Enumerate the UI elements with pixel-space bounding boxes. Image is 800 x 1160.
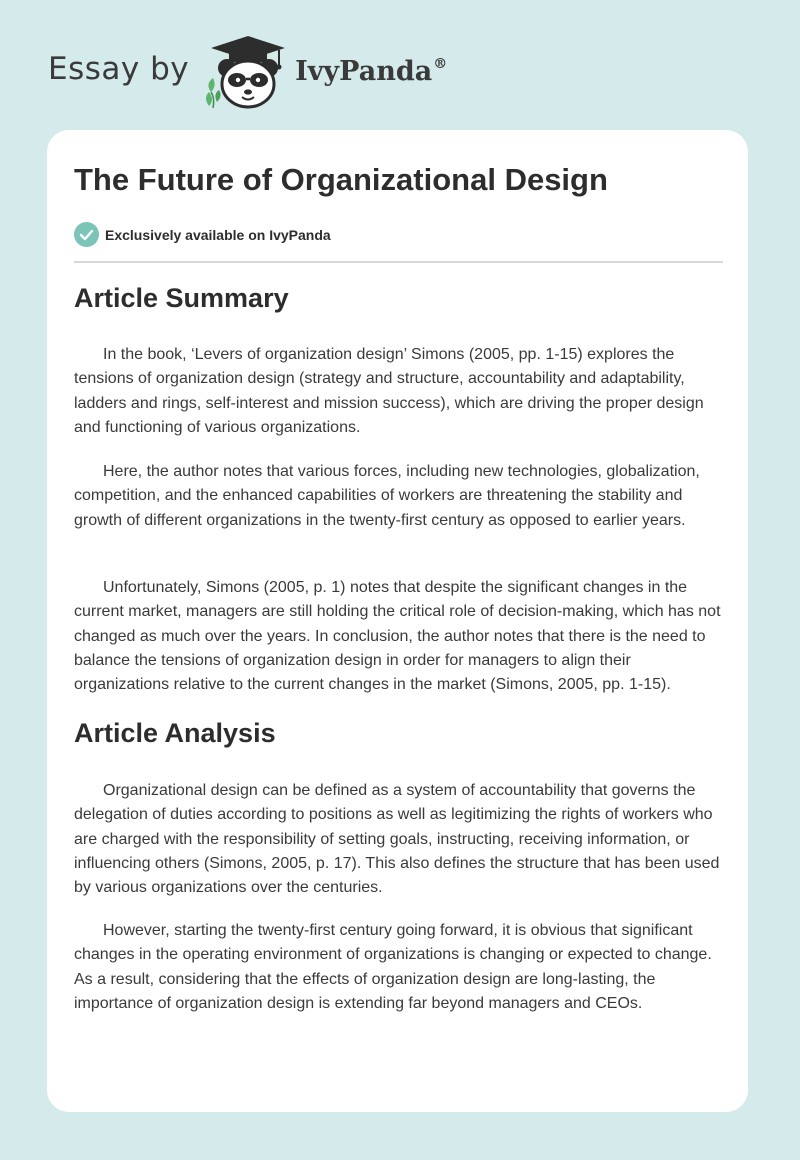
essay-by-label: Essay by bbox=[48, 51, 190, 87]
check-circle-icon bbox=[74, 222, 99, 247]
brand-name bbox=[295, 56, 447, 87]
badge-label: Exclusively available on IvyPanda bbox=[105, 226, 331, 243]
paragraph: Unfortunately, Simons (2005, p. 1) notes that despite the significant changes in the current market, managers are still holding the critical role of decision-making, which has not changed as much over the years. In conclusion, the author notes that there is the need to balance the tensions of organization design in order for managers to align their organizations relative to the current changes in the market (Simons, 2005, pp. 1-15). bbox=[74, 579, 721, 694]
registered-mark: ® bbox=[433, 55, 448, 72]
exclusive-badge bbox=[74, 222, 331, 247]
brand-name-text: IvyPanda bbox=[295, 55, 433, 87]
paragraph: In the book, ‘Levers of organization design’ Simons (2005, pp. 1-15) explores the tensions of organization design (strategy and structure, accountability and adaptability, ladders and rings, self-interest and mission success), which are driving the proper design and functioning of various organizations. bbox=[74, 346, 704, 436]
essay-card bbox=[47, 130, 748, 1112]
panda-graduate-logo-icon bbox=[203, 34, 293, 110]
section-heading-analysis: Article Analysis bbox=[74, 718, 276, 748]
site-header bbox=[48, 34, 447, 110]
paragraph: Here, the author notes that various forces, including new technologies, globalization, competition, and the enhanced capabilities of workers are threatening the stability and growth of different organizations in the twenty-first century as opposed to earlier years. bbox=[74, 463, 700, 529]
ivy-leaf-icon bbox=[206, 78, 221, 108]
section-heading-summary: Article Summary bbox=[74, 283, 289, 313]
paragraph: Organizational design can be defined as a system of accountability that governs the delegation of duties according to positions as well as legitimizing the rights of workers who are charged with the responsibility of setting goals, instructing, receiving information, or influencing others (Simons, 2005, p. 17). This also defines the structure that has been used by various organizations over the centuries. bbox=[74, 782, 720, 897]
paragraph: However, starting the twenty-first century going forward, it is obvious that significant changes in the operating environment of organizations is changing or expected to change. As a result, considering that the effects of organization design are long-lasting, the importance of organization design is extending far beyond managers and CEOs. bbox=[74, 922, 712, 1012]
divider bbox=[74, 261, 723, 263]
page-title: The Future of Organizational Design bbox=[74, 162, 608, 197]
